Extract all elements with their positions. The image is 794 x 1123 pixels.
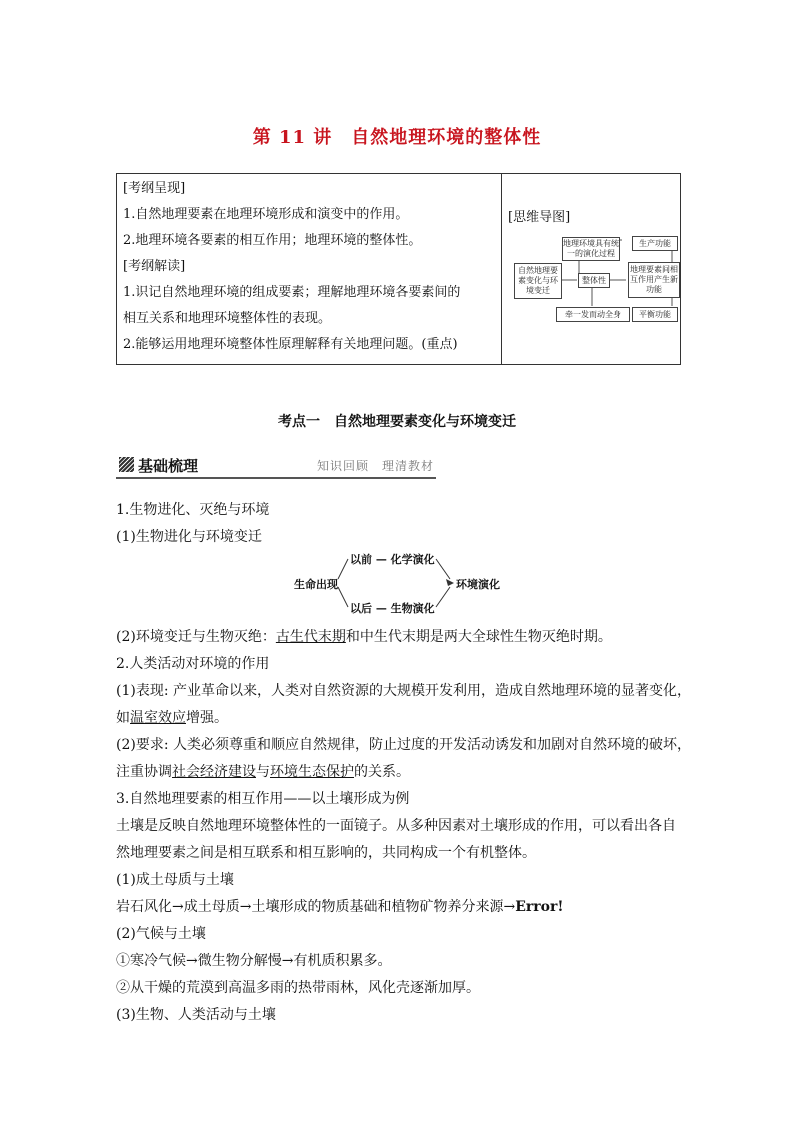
para-12: (1)成土母质与土壤 [116,872,234,888]
header-underline [116,477,436,479]
mindmap-box-new-function: 地理要素间相互作用产生新功能 [628,262,680,298]
error-field-text: Error! [515,899,564,915]
mindmap-box-evolution: 地理环境具有统一的演化过程 [562,237,620,261]
para-5: (1)表现: 产业革命以来，人类对自然资源的大规模开发利用，造成自然地理环境的显著变化， [116,683,691,699]
mindmap-box-element-change: 自然地理要素变化与环境变迁 [514,263,562,299]
outline-item-3a: 1.识记自然地理环境的组成要素；理解地理环境各要素间的 [123,285,461,300]
outline-item-3b: 相互关系和地理环境整体性的表现。 [123,311,332,326]
para-15: ①寒冷气候→微生物分解慢→有机质积累多。 [116,953,392,969]
para-11: 然地理要素之间是相互联系和相互影响的，共同构成一个有机整体。 [116,845,536,861]
para-9: 3.自然地理要素的相互作用——以土壤形成为例 [116,791,410,807]
mindmap-box-integrity: 整体性 [578,273,610,288]
basics-header-subtitle: 知识回顾 理清教材 [316,459,434,473]
exam-outline-table [116,173,681,365]
para-8: 注重协调社会经济建设与环境生态保护的关系。 [116,764,410,780]
para-6: 如温室效应增强。 [116,710,228,726]
section-marker-icon [119,457,134,472]
mindmap-box-balance: 平衡功能 [632,307,678,322]
para-4: 2.人类活动对环境的作用 [116,656,270,672]
para-13: 岩石风化→成土母质→土壤形成的物质基础和植物矿物养分来源→Error! [116,899,564,915]
page-title: 第 11 讲 自然地理环境的整体性 [252,127,542,148]
outline-item-4: 2.能够运用地理环境整体性原理解释有关地理问题。(重点) [123,337,458,352]
basics-header-label: 基础梳理 [138,457,199,475]
para-3: (2)环境变迁与生物灭绝：古生代末期和中生代末期是两大全球性生物灭绝时期。 [116,629,612,645]
outline-item-2: 2.地理环境各要素的相互作用；地理环境的整体性。 [123,233,422,248]
para-17: (3)生物、人类活动与土壤 [116,1007,276,1023]
para-7: (2)要求: 人类必须尊重和顺应自然规律，防止过度的开发活动诱发和加剧对自然环境的破坏， [116,737,691,753]
underlined-term: 环境生态保护 [270,764,354,780]
mindmap-cell [502,174,681,365]
flow-right-label: 环境演化 [456,578,500,591]
underlined-term: 社会经济建设 [172,764,256,780]
outline-item-1: 1.自然地理要素在地理环境形成和演变中的作用。 [123,207,409,222]
para-16: ②从干燥的荒漠到高温多雨的热带雨林，风化壳逐渐加厚。 [116,980,480,996]
flow-arrows [290,549,510,619]
basics-header-bar [116,453,436,479]
flow-lower-label: 以后 — 生物演化 [350,602,435,615]
para-2: (1)生物进化与环境变迁 [116,529,262,545]
evolution-flow-diagram [290,549,510,619]
underlined-term: 古生代末期 [275,629,346,645]
mindmap-box-production: 生产功能 [632,236,678,251]
para-10: 土壤是反映自然地理环境整体性的一面镜子。从多种因素对土壤形成的作用，可以看出各自 [116,818,676,834]
outline-heading-1: [考纲呈现] [123,181,186,196]
para-14: (2)气候与土壤 [116,926,206,942]
outline-heading-2: [考纲解读] [123,259,186,274]
mindmap-label: [思维导图] [508,210,571,225]
outline-text-cell [117,174,502,365]
underlined-term: 温室效应 [130,710,186,726]
flow-upper-label: 以前 — 化学演化 [350,553,435,566]
para-1: 1.生物进化、灭绝与环境 [116,502,270,518]
section-title: 考点一 自然地理要素变化与环境变迁 [278,414,516,430]
mindmap-box-chain-effect: 牵一发而动全身 [556,307,630,322]
flow-left-label: 生命出现 [294,578,338,591]
